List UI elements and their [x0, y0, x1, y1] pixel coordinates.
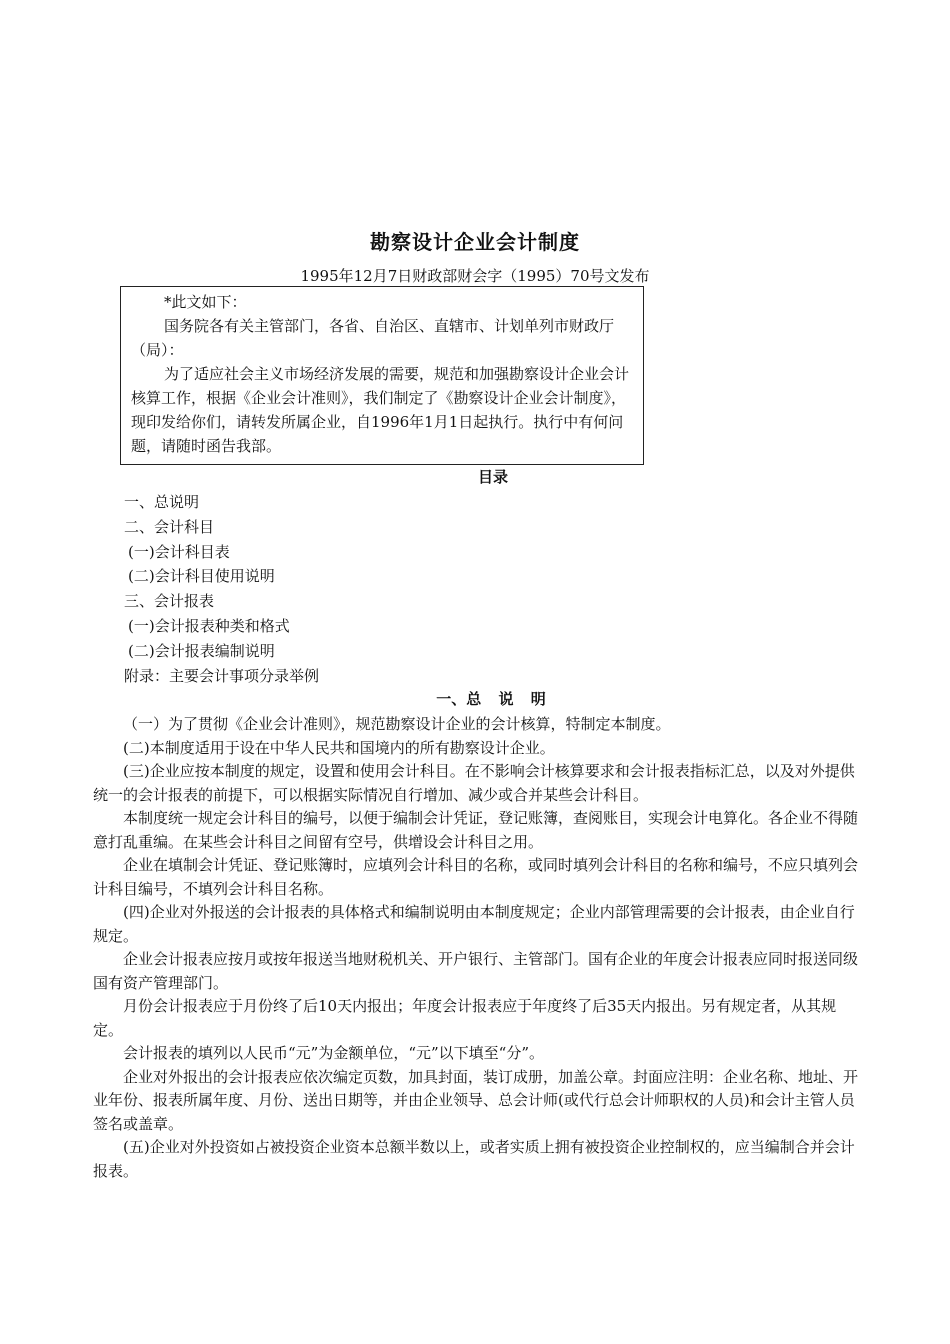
toc-item: (一)会计报表种类和格式 [128, 616, 290, 635]
toc-heading: 目录 [477, 468, 508, 486]
document-subtitle: 1995年12月7日财政部财会字（1995）70号文发布 [300, 267, 650, 285]
body-paragraph: (五)企业对外投资如占被投资企业资本总额半数以上，或者实质上拥有被投资企业控制权的，应当编制合并会计报表。 [93, 1138, 855, 1180]
notice-line: 国务院各有关主管部门，各省、自治区、直辖市、计划单列市财政厅（局）： [131, 317, 615, 359]
body-paragraph: 本制度统一规定会计科目的编号，以便于编制会计凭证，登记账簿，查阅账目，实现会计电算化。各企业不得随意打乱重编。在某些会计科目之间留有空号，供增设会计科目之用。 [93, 809, 859, 851]
body-paragraph: 会计报表的填列以人民币“元”为金额单位，“元”以下填至“分”。 [123, 1044, 545, 1062]
toc-item: 一、总说明 [124, 493, 200, 511]
body-paragraph: (四)企业对外报送的会计报表的具体格式和编制说明由本制度规定；企业内部管理需要的会计报表，由企业自行规定。 [93, 903, 855, 945]
toc-item: (一)会计科目表 [128, 542, 230, 561]
document-title: 勘察设计企业会计制度 [370, 230, 580, 254]
body-paragraph: （一）为了贯彻《企业会计准则》，规范勘察设计企业的会计核算，特制定本制度。 [123, 715, 671, 733]
body-paragraph: 月份会计报表应于月份终了后10天内报出；年度会计报表应于年度终了后35天内报出。另有规定者，从其规定。 [93, 997, 837, 1039]
notice-line: 为了适应社会主义市场经济发展的需要，规范和加强勘察设计企业会计核算工作，根据《企业会计准则》，我们制定了《勘察设计企业会计制度》，现印发给你们，请转发所属企业，自1996年1月1日起执行。执行中有何问题，请随时函告我部。 [131, 365, 630, 455]
body-paragraph: (三)企业应按本制度的规定，设置和使用会计科目。在不影响会计核算要求和会计报表指标汇总，以及对外提供统一的会计报表的前提下，可以根据实际情况自行增加、减少或合并某些会计科目。 [93, 762, 855, 804]
toc-item: 二、会计科目 [124, 517, 215, 536]
toc-item: 附录：主要会计事项分录举例 [124, 666, 320, 685]
body-paragraph: 企业对外报出的会计报表应依次编定页数，加具封面，装订成册，加盖公章。封面应注明：企业名称、地址、开业年份、报表所属年度、月份、送出日期等，并由企业领导、总会计师(或代行总会计师职权的人员)和会计主管人员签名或盖章。 [93, 1067, 859, 1133]
body-paragraph: 企业在填制会计凭证、登记账簿时，应填列会计科目的名称，或同时填列会计科目的名称和编号，不应只填列会计科目编号，不填列会计科目名称。 [93, 856, 859, 898]
table-of-contents [124, 490, 524, 688]
notice-line: *此文如下： [164, 293, 247, 311]
section-heading: 一、总 说 明 [436, 690, 546, 708]
body-paragraph: 企业会计报表应按月或按年报送当地财税机关、开户银行、主管部门。国有企业的年度会计报表应同时报送同级国有资产管理部门。 [93, 950, 859, 992]
notice-box [120, 286, 644, 465]
toc-item: 三、会计报表 [124, 592, 215, 611]
toc-item: (二)会计科目使用说明 [128, 567, 275, 586]
section-body [93, 713, 861, 1183]
toc-item: (二)会计报表编制说明 [128, 641, 275, 660]
body-paragraph: (二)本制度适用于设在中华人民共和国境内的所有勘察设计企业。 [123, 738, 555, 757]
